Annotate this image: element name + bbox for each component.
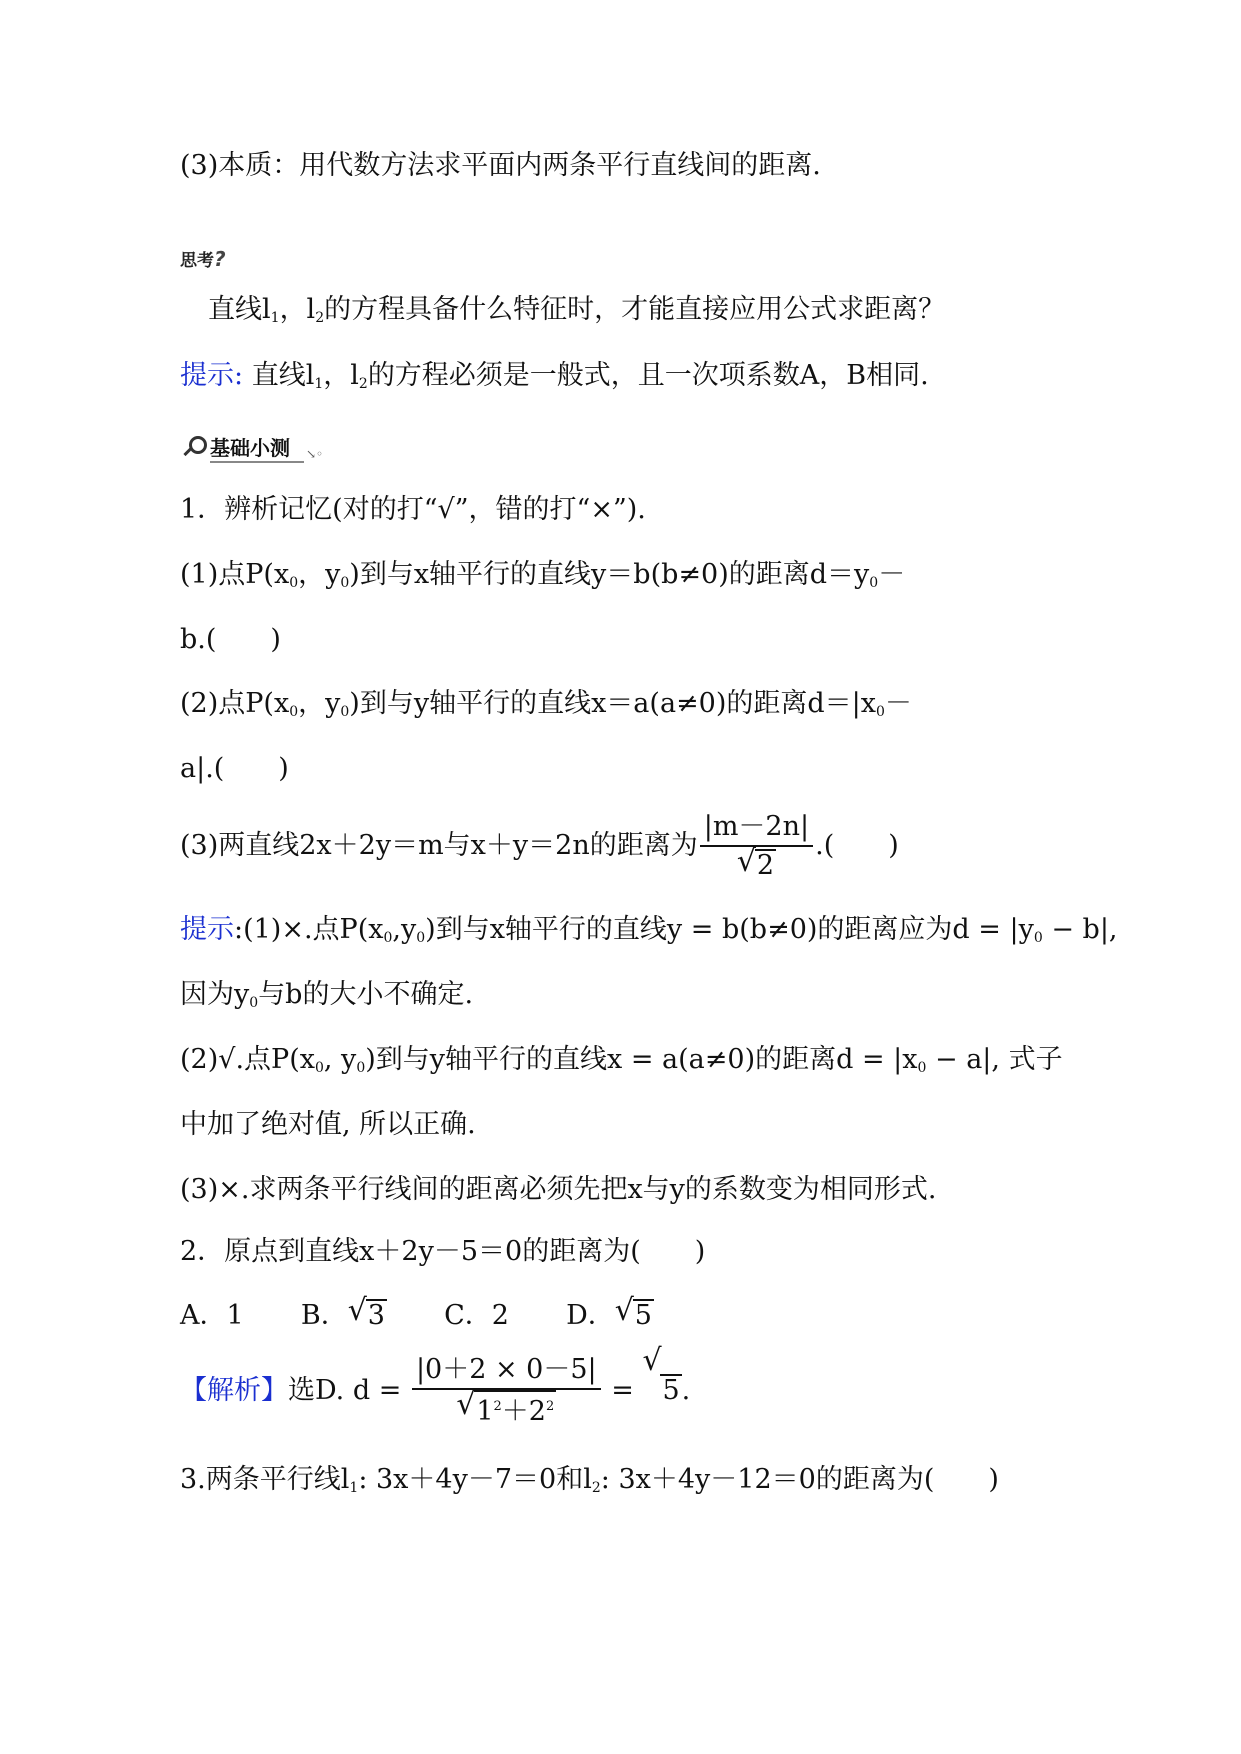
hint-2-cont: 中加了绝对值, 所以正确.: [180, 1109, 476, 1140]
sqrt-5: √ 5: [642, 1343, 680, 1406]
option-d: D． √ 5: [566, 1293, 652, 1331]
question-2-options: [180, 1293, 654, 1336]
distance-fraction: |0＋2 × 0－5| √ $1^2+2^2$: [412, 1352, 601, 1431]
think-question: 直线$l_1$，$l_2$的方程具备什么特征时，才能直接应用公式求距离？: [208, 294, 946, 326]
basic-quiz-banner: [180, 432, 323, 462]
option-b: B． √ 3: [300, 1293, 385, 1331]
hint-1: 提示:(1)×.点$P(x_0,y_0)$到与x轴平行的直线y = b(b≠0)的距离应为$d = |y_0 - b|$,: [180, 914, 1118, 946]
question-1-1-cont: b.( ): [180, 624, 281, 655]
option-c: C．2: [444, 1300, 509, 1331]
essence-line: (3)本质：用代数方法求平面内两条平行直线间的距离.: [180, 150, 821, 181]
hint-2: (2)√.点$P(x_0$, $y_0$)到与y轴平行的直线x = a(a≠0)的距离$d = |x_0 - a|$, 式子: [180, 1044, 1063, 1076]
hint-1-cont: 因为$y_0$与b的大小不确定.: [180, 979, 474, 1011]
think-text: 思考: [180, 251, 214, 271]
fraction-m-2n: |m－2n| √ 2: [700, 809, 813, 885]
think-label: [180, 246, 226, 271]
hint-1-label: 提示: [180, 914, 234, 945]
question-1-3: (3)两直线2x＋2y＝m与x＋y＝2n的距离为 |m－2n| √ 2 .( ): [180, 806, 899, 886]
magnifier-icon: [180, 434, 206, 460]
banner-label: 基础小测: [210, 432, 304, 463]
option-a: A．1: [180, 1300, 244, 1331]
question-1: 1．辨析记忆(对的打“√”，错的打“×”).: [180, 494, 646, 525]
question-3: 3.两条平行线$l_1$: 3x＋4y－7＝0和$l_2$: 3x＋4y－12＝0的距离为( ): [180, 1464, 999, 1496]
question-1-2-cont: a|.( ): [180, 753, 289, 784]
hint-3: (3)×.求两条平行线间的距离必须先把x与y的系数变为相同形式.: [180, 1174, 937, 1205]
banner-decoration-icon: ↘◦: [306, 447, 324, 461]
question-1-1: (1)点$P(x_0$，$y_0$)到与x轴平行的直线y＝b(b≠0)的距离$d=y_0-$: [180, 559, 906, 591]
analysis-tag: 【解析】: [180, 1375, 288, 1406]
question-mark-icon: ?: [214, 247, 226, 271]
question-1-2: (2)点$P(x_0$，$y_0$)到与y轴平行的直线x＝a(a≠0)的距离$d=|x_0-$: [180, 688, 912, 720]
answer-2: 【解析】选D. d = |0＋2 × 0－5| √ $1^2+2^2$ = √ 5.: [180, 1346, 690, 1436]
hint-line: 提示: 直线$l_1$，$l_2$的方程必须是一般式，且一次项系数A，B相同.: [180, 360, 929, 392]
question-2: 2．原点到直线x＋2y－5＝0的距离为( ): [180, 1236, 706, 1267]
hint-label: 提示:: [180, 360, 244, 391]
